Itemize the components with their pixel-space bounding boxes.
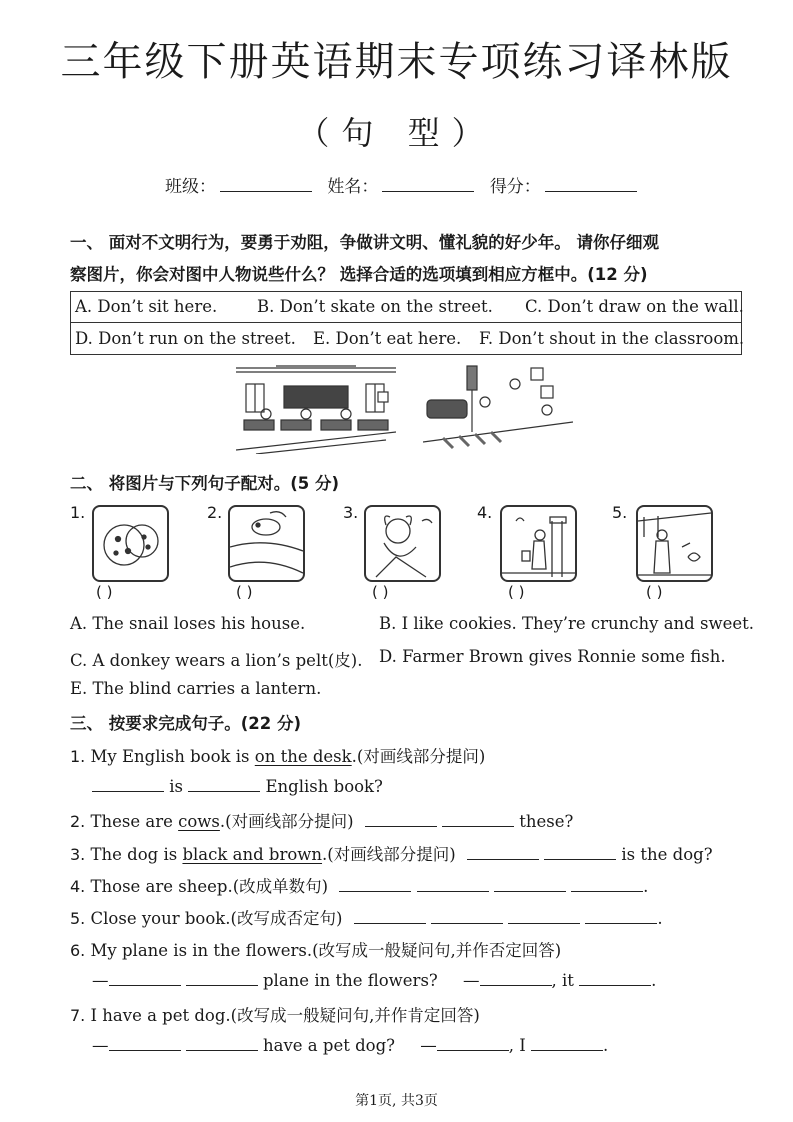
q5-blank-4[interactable]	[585, 908, 657, 924]
lantern-icon	[502, 507, 575, 580]
question-1-answer: is English book?	[92, 776, 383, 796]
page-title: 三年级下册英语期末专项练习译林版	[60, 39, 733, 85]
q7-blank-1[interactable]	[109, 1035, 181, 1051]
q1-blank-1[interactable]	[92, 776, 164, 792]
class-blank[interactable]	[220, 175, 312, 192]
option-e: E. Don’t eat here.	[313, 329, 462, 348]
q7-blank-4[interactable]	[531, 1035, 603, 1051]
question-6-answer: — plane in the flowers? — , it .	[92, 971, 657, 990]
street-illustration	[423, 362, 573, 454]
q6-blank-2[interactable]	[186, 970, 258, 986]
score-blank[interactable]	[545, 175, 637, 192]
sentence-a: A. The snail loses his house.	[70, 614, 306, 633]
question-7-answer: — have a pet dog? — , I .	[92, 1036, 609, 1055]
pic-number-2: 2.	[207, 503, 223, 522]
question-6: 6. My plane is in the flowers.(改写成一般疑问句,并作否定回答)	[70, 941, 562, 960]
classroom-illustration	[236, 362, 396, 454]
section2-heading: 二、 将图片与下列句子配对。(5 分)	[70, 474, 340, 493]
section1-line2: 察图片，你会对图中人物说些什么？ 选择合适的选项填到相应方框中。(12 分)	[70, 265, 648, 284]
pic-number-3: 3.	[343, 503, 359, 522]
q5-blank-3[interactable]	[508, 908, 580, 924]
cookies-icon	[94, 507, 167, 580]
sentence-e: E. The blind carries a lantern.	[70, 679, 322, 698]
answer-paren-3[interactable]: ( )	[372, 583, 389, 601]
option-a: A. Don’t sit here.	[75, 297, 218, 316]
page-footer: 第1页, 共3页	[355, 1093, 438, 1109]
q6-blank-1[interactable]	[109, 970, 181, 986]
sentence-b: B. I like cookies. They’re crunchy and sweet.	[379, 614, 754, 633]
answer-paren-1[interactable]: ( )	[96, 583, 113, 601]
options-box	[70, 291, 745, 355]
class-label: 班级：	[165, 177, 216, 197]
farmer-icon	[638, 507, 711, 580]
answer-paren-4[interactable]: ( )	[508, 583, 525, 601]
q2-blank-1[interactable]	[365, 811, 437, 827]
section3-heading: 三、 按要求完成句子。(22 分)	[70, 714, 302, 733]
picture-farmer	[636, 505, 713, 582]
sentence-c: C. A donkey wears a lion’s pelt(皮).	[70, 651, 363, 670]
q2-blank-2[interactable]	[442, 811, 514, 827]
question-7: 7. I have a pet dog.(改写成一般疑问句,并作肯定回答)	[70, 1006, 480, 1025]
name-label: 姓名：	[327, 177, 379, 197]
q5-blank-2[interactable]	[431, 908, 503, 924]
q3-blank-1[interactable]	[467, 844, 539, 860]
snail-icon	[230, 507, 303, 580]
question-5: 5. Close your book.(改写成否定句) .	[70, 909, 663, 928]
picture-lantern	[500, 505, 577, 582]
picture-donkey	[364, 505, 441, 582]
answer-paren-5[interactable]: ( )	[646, 583, 663, 601]
q6-blank-3[interactable]	[480, 970, 552, 986]
picture-cookies	[92, 505, 169, 582]
pic-number-1: 1.	[70, 503, 86, 522]
name-blank[interactable]	[382, 175, 474, 192]
pic-number-5: 5.	[612, 503, 628, 522]
question-3: 3. The dog is black and brown.(对画线部分提问) is the dog?	[70, 845, 713, 864]
option-c: C. Don’t draw on the wall.	[525, 297, 744, 316]
option-d: D. Don’t run on the street.	[75, 329, 296, 348]
question-1: 1. My English book is on the desk.(对画线部分提问)	[70, 747, 486, 766]
question-2: 2. These are cows.(对画线部分提问) these?	[70, 812, 574, 831]
answer-paren-2[interactable]: ( )	[236, 583, 253, 601]
sentence-d: D. Farmer Brown gives Ronnie some fish.	[379, 647, 726, 666]
q1-blank-2[interactable]	[188, 776, 260, 792]
q4-blank-3[interactable]	[494, 876, 566, 892]
score-label: 得分：	[489, 177, 541, 197]
q4-blank-1[interactable]	[339, 876, 411, 892]
q4-blank-2[interactable]	[417, 876, 489, 892]
section1-line1: 一、 面对不文明行为，要勇于劝阻，争做讲文明、懂礼貌的好少年。 请你仔细观	[70, 233, 659, 252]
page-subtitle: （句 型）	[297, 114, 496, 152]
q7-blank-3[interactable]	[437, 1035, 509, 1051]
picture-snail	[228, 505, 305, 582]
q4-blank-4[interactable]	[571, 876, 643, 892]
q5-blank-1[interactable]	[354, 908, 426, 924]
option-b: B. Don’t skate on the street.	[257, 297, 493, 316]
q7-blank-2[interactable]	[186, 1035, 258, 1051]
option-f: F. Don’t shout in the classroom.	[479, 329, 745, 348]
donkey-icon	[366, 507, 439, 580]
q3-blank-2[interactable]	[544, 844, 616, 860]
pic-number-4: 4.	[477, 503, 493, 522]
q6-blank-4[interactable]	[579, 970, 651, 986]
student-info	[165, 172, 647, 197]
question-4: 4. Those are sheep.(改成单数句) .	[70, 877, 649, 896]
